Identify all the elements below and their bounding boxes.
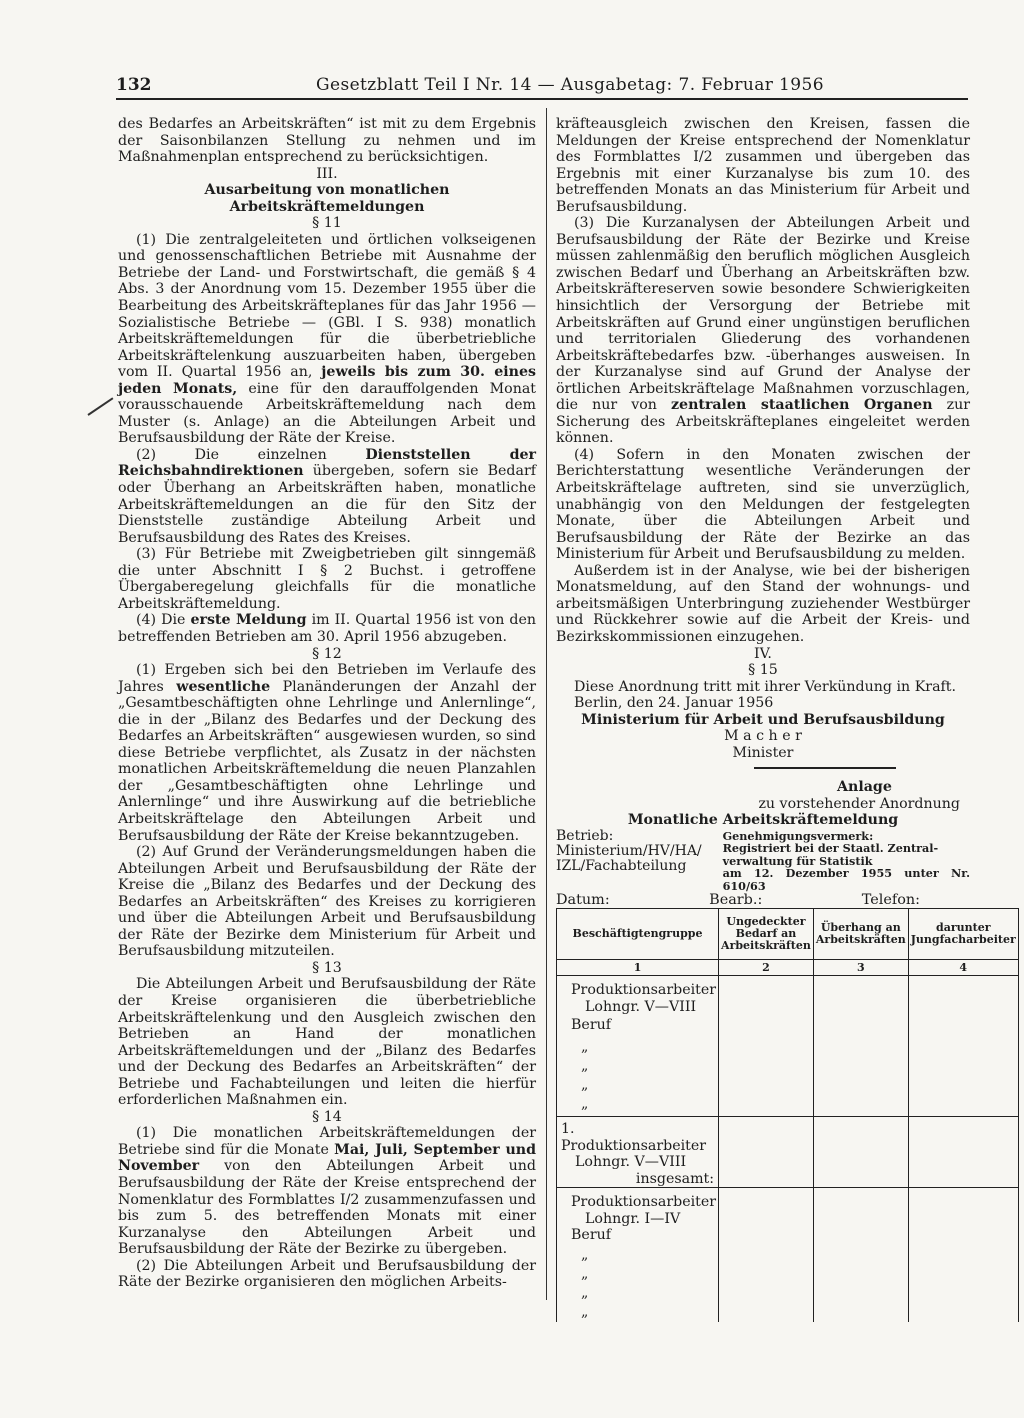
datum-label: Datum: (556, 892, 610, 908)
paragraph-sign: § 13 (312, 959, 342, 976)
section-number: IV. (754, 645, 772, 662)
approval-note: Genehmigungsvermerk: Registriert bei der Staatl. Zentral- verwaltung für Statistik am 12. Dezember 1955 unter Nr. 610/63 (722, 828, 970, 893)
header-rule (116, 98, 968, 100)
paragraph: (1) Die zentralgeleiteten und örtlichen volkseigenen und genossenschaftlichen Betriebe mit Ausnahme der Betriebe der Land- und Forstwirtschaft, die gemäß § 4 Abs. 3 der Anordnung vom 15. Dezember 1955 über die Bearbeitung des Arbeitskräfteplanes für das Jahr 1956 — Sozialistische Betriebe — (GBl. I S. 938) monatlich Arbeitskräftemeldungen für die überbetriebliche Arbeitskräftelenkung auszuarbeiten haben, übergeben vom II. Quartal 1956 an, jeweils bis zum 30. eines jeden Monats, eine für den darauffolgenden Monat vorausschauende Arbeitskräftemeldung nach dem Muster (s. Anlage) an die Abteilungen Arbeit und Berufsausbildung der Räte der Kreise. (118, 231, 536, 447)
margin-pen-mark (87, 397, 113, 415)
betrieb-value: IZL/Fachabteilung (556, 857, 687, 874)
section-number: III. (316, 165, 338, 182)
betrieb-label: Betrieb: (556, 827, 614, 844)
telefon-label: Telefon: (861, 892, 920, 908)
paragraph: (4) Die erste Meldung im II. Quartal 1956 ist von den betreffenden Betrieben am 30. April 1956 abzugeben. (118, 612, 536, 645)
paragraph: Die Abteilungen Arbeit und Berufsausbildung der Räte der Kreise organisieren die überbetriebliche Arbeitskräftelenkung und den Ausgleich zwischen den Betrieben an Hand der monatlichen Arbeitskräftemeldungen und der „Bilanz des Bedarfes und der Deckung des Bedarfes an Arbeitskräften“ der Betriebe und Fachabteilungen und leiten die hierfür erforderlichen Maßnahmen ein. (118, 976, 536, 1109)
paragraph-sign: § 14 (312, 1108, 342, 1125)
ministry-name: Ministerium für Arbeit und Berufsausbildung (581, 711, 945, 728)
table-row: Produktionsarbeiter Lohngr. I—IV Beruf „ „ „ „ (557, 1188, 1019, 1322)
betrieb-value: Ministerium/HV/HA/ (556, 842, 702, 859)
bearbeiter-label: Bearb.: (709, 892, 763, 908)
column-number-row: 1 2 3 4 (557, 960, 1019, 976)
paragraph: (2) Auf Grund der Veränderungsmeldungen haben die Abteilungen Arbeit und Berufsausbildung der Räte der Kreise die „Bilanz des Bedarfes und der Deckung des Bedarfes an Arbeitskräften“ des Kreises zu korrigieren und über die Abteilungen Arbeit und Berufsausbildung der Räte der Bezirke dem Ministerium für Arbeit und Berufsausbildung mitzuteilen. (118, 844, 536, 960)
column-header: Beschäftigtengruppe (557, 909, 719, 960)
paragraph-sign: § 15 (748, 662, 778, 679)
date-line (556, 892, 970, 908)
betrieb-block (556, 829, 723, 892)
paragraph-sign: § 11 (312, 215, 342, 232)
column-divider (546, 108, 547, 1300)
paragraph: (1) Ergeben sich bei den Betrieben im Verlaufe des Jahres wesentliche Planänderungen der Anzahl der „Gesamtbeschäftigten ohne Lehrlinge und Anlernlinge“, die in der „Bilanz des Bedarfes und der Deckung des Bedarfes an Arbeitskräften“ ausgewiesen wurden, so sind diese Betriebe verpflichtet, als Zusatz in der nächsten monatlichen Arbeitskräftemeldung die neuen Planzahlen der „Gesamtbeschäftigten ohne Lehrlinge und Anlernlinge“ und ihre Auswirkung auf die betriebliche Arbeitskräftelage den Abteilungen Arbeit und Berufsausbildung der Räte der Kreise bekanntzugeben. (118, 662, 536, 844)
paragraph: (1) Die monatlichen Arbeitskräftemeldungen der Betriebe sind für die Monate Mai, Juli, September und November von den Abteilungen Arbeit und Berufsausbildung der Räte der Kreise entsprechend der Nomenklatur des Formblattes I/2 zusammenzufassen und bis zum 5. des betreffenden Monats mit einer Kurzanalyse den Abteilungen Arbeit und Berufsausbildung der Räte der Bezirke zu übergeben. (118, 1125, 537, 1258)
signing-date: Berlin, den 24. Januar 1956 (574, 695, 774, 712)
table-row: Produktionsarbeiter Lohngr. V—VIII Beruf „ „ „ „ (557, 976, 1019, 1117)
form-title: Monatliche Arbeitskräftemeldung (627, 812, 899, 829)
table-row: 1. Produktionsarbeiter Lohngr. V—VIII insgesamt: (557, 1117, 1019, 1188)
annex-title: Anlage (837, 779, 892, 796)
paragraph: des Bedarfes an Arbeitskräften“ ist mit zu dem Ergebnis der Saisonbilanzen Stellung zu nehmen und im Maßnahmenplan entsprechend zu berücksichtigen. (118, 116, 536, 166)
signature-rule (754, 767, 896, 769)
paragraph: kräfteausgleich zwischen den Kreisen, fassen die Meldungen der Kreise entsprechend der Nomenklatur des Formblattes I/2 zusammen und übergeben das Ergebnis mit einer Kurzanalyse bis zum 10. des betreffenden Monats an das Ministerium für Arbeit und Berufsausbildung. (556, 116, 970, 215)
signer-role: Minister (732, 744, 794, 761)
page-number: 132 (116, 75, 152, 95)
annex-subtitle: zu vorstehender Anordnung (758, 795, 960, 812)
gazette-title: Gesetzblatt Teil I Nr. 14 — Ausgabetag: 7. Februar 1956 (316, 75, 824, 95)
paragraph: (4) Sofern in den Monaten zwischen der Berichterstattung wesentliche Veränderungen der Arbeitskräftelage auftreten, sind sie unverzüglich, unabhängig von den Meldungen der festgelegten Monate, über die Abteilungen Arbeit und Berufsausbildung der Räte der Bezirke an das Ministerium für Arbeit und Berufsausbildung zu melden. (556, 446, 970, 563)
paragraph: (2) Die einzelnen Dienststellen der Reichsbahndirektionen übergeben, sofern sie Bedarf oder Überhang an Arbeitskräften haben, monatliche Arbeitskräftemeldungen an die für den Sitz der Dienststelle zuständige Abteilung Arbeit und Berufsausbildung des Rates des Kreises. (118, 446, 537, 546)
form-header (556, 829, 970, 892)
left-column (118, 116, 536, 1291)
paragraph: (3) Für Betriebe mit Zweigbetrieben gilt sinngemäß die unter Abschnitt I § 2 Buchst. i getroffene Übergaberegelung gleichfalls für die monatliche Arbeitskräftemeldung. (118, 546, 536, 612)
column-header: darunter Jungfacharbeiter (908, 909, 1018, 960)
paragraph: Außerdem ist in der Analyse, wie bei der bisherigen Monatsmeldung, auf den Stand der wohnungs- und arbeitsmäßigen Unterbringung zuziehender Westbürger und Rückkehrer sowie auf die Arbeit der Kreis- und Bezirkskommissionen einzugehen. (556, 562, 970, 645)
paragraph: Diese Anordnung tritt mit ihrer Verkündung in Kraft. (574, 678, 956, 695)
signer-name: M a c h e r (724, 728, 802, 745)
paragraph: (3) Die Kurzanalysen der Abteilungen Arbeit und Berufsausbildung der Räte der Bezirke und Kreise müssen zahlenmäßig den beruflich möglichen Ausgleich zwischen Bedarf und Überhang an Arbeitskräften bzw. Arbeitskräftereserven sowie besondere Schwierigkeiten hinsichtlich der Versorgung der Betriebe mit Arbeitskräften auf Grund einer ungünstigen beruflichen und territorialen Gliederung des vorhandenen Arbeitskräftebedarfes bzw. -überhanges ausweisen. In der Kurzanalyse sind auf Grund der Analyse der örtlichen Arbeitskräftelage Maßnahmen vorzuschlagen, die nur von zentralen staatlichen Organen zur Sicherung des Arbeitskräfteplanes eingeleitet werden können. (556, 215, 970, 447)
section-title: Ausarbeitung von monatlichen Arbeitskräftemeldungen (204, 182, 450, 215)
right-column (556, 116, 1016, 1322)
report-form-table (556, 908, 1019, 1322)
paragraph-sign: § 12 (312, 645, 342, 662)
column-header: Überhang an Arbeitskräften (813, 909, 908, 960)
paragraph: (2) Die Abteilungen Arbeit und Berufsausbildung der Räte der Bezirke organisieren den möglichen Arbeits- (118, 1257, 536, 1291)
table-header-row (557, 909, 1019, 960)
page-header (116, 74, 968, 96)
column-header: Ungedeckter Bedarf an Arbeitskräften (719, 909, 814, 960)
